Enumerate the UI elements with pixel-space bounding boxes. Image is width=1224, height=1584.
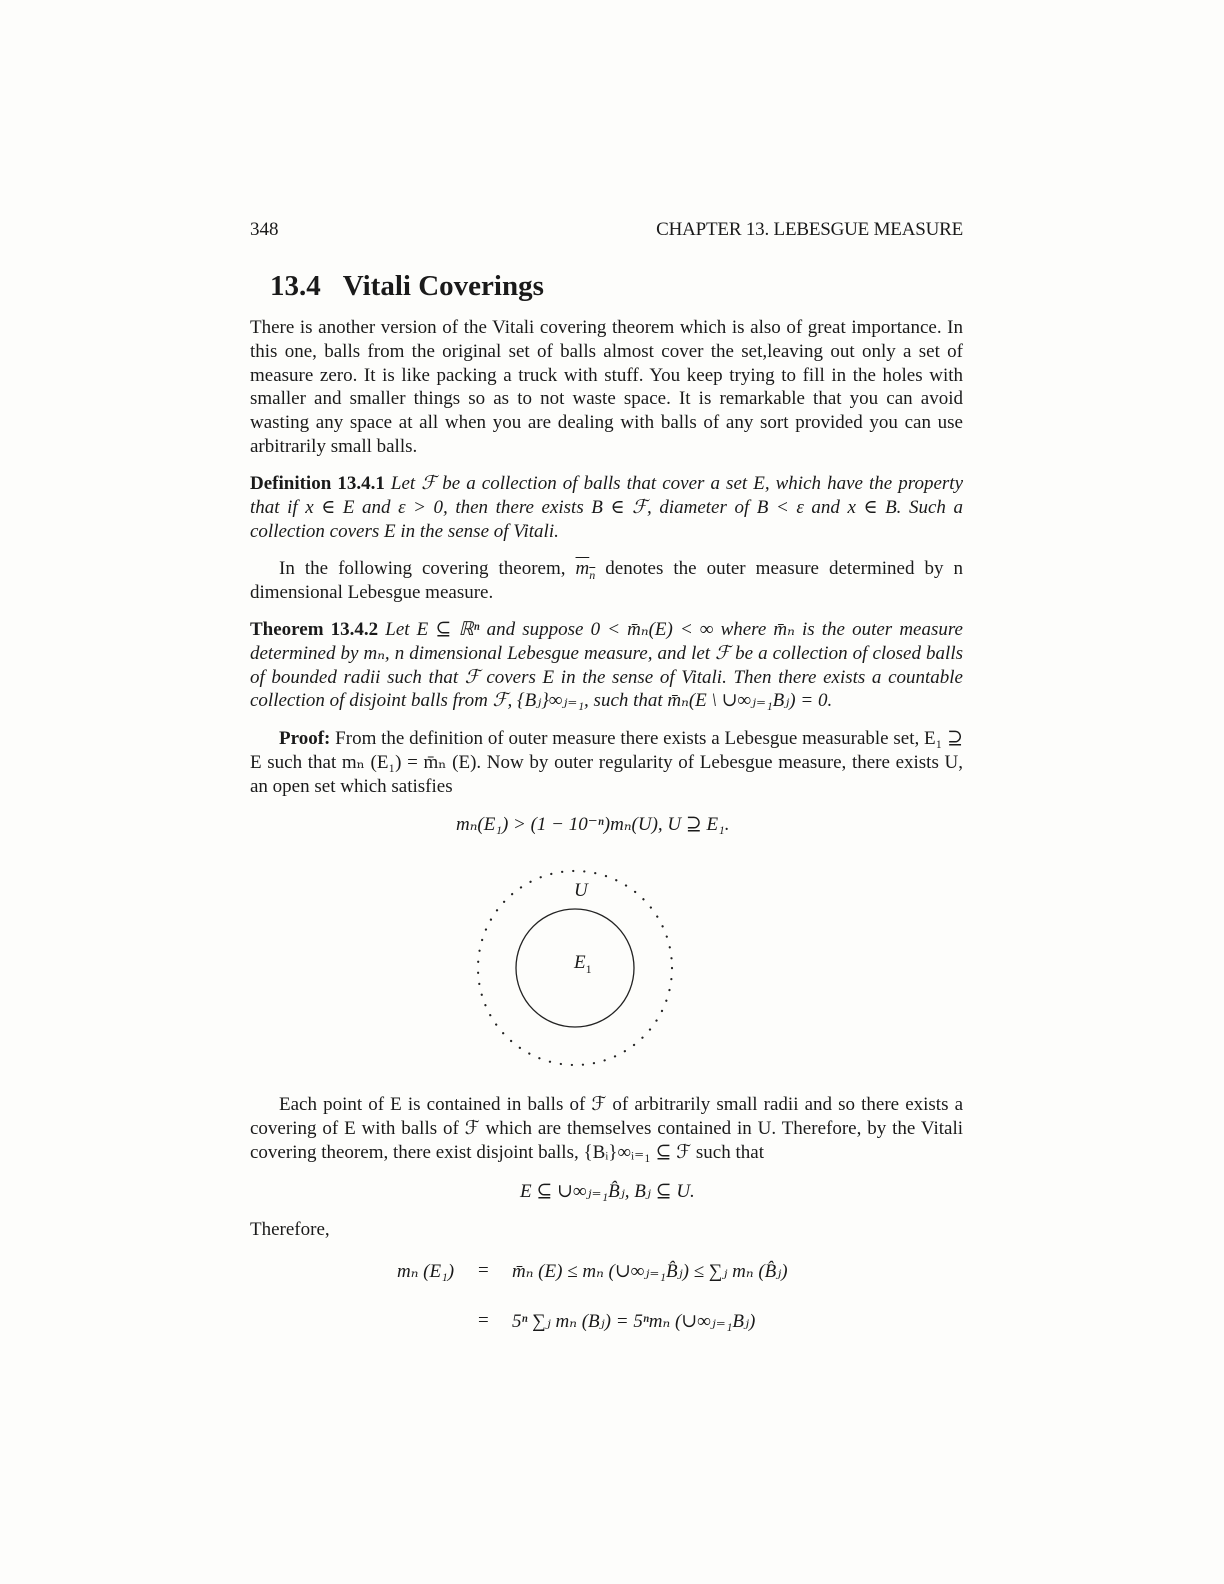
therefore-text: Therefore, <box>250 1219 330 1240</box>
label-U: U <box>574 880 588 901</box>
following-post: denotes the outer measure determined by n dimensional Lebesgue measure. <box>250 558 963 603</box>
paragraph-2: Each point of E is contained in balls of ℱ of arbitrarily small radii and so there exists a covering of E with balls of ℱ which are themselves contained in U. Therefore, by the Vitali covering theorem, there exist disjoint balls, {Bᵢ}∞ᵢ₌₁ ⊆ ℱ such that <box>250 1094 963 1163</box>
theorem-label: Theorem 13.4.2 <box>250 619 379 640</box>
proof-paragraph <box>250 727 963 798</box>
eq3-rhs2: 5ⁿ ∑ⱼ mₙ (Bⱼ) = 5ⁿmₙ (∪∞ⱼ₌₁Bⱼ) <box>512 1311 756 1332</box>
following-paragraph <box>250 557 963 605</box>
outer-measure-symbol: $m_n$ <box>575 558 596 582</box>
section-number: 13.4 <box>270 270 321 302</box>
intro-paragraph: There is another version of the Vitali covering theorem which is also of great importance. In this one, balls from the original set of balls almost cover the set,leaving out only a set of measure zero. It is like packing a truck with stuff. You keep trying to fill in the holes with smaller and smaller things so as to not waste space. It is remarkable that you can avoid wasting any space at all when you are dealing with balls of any sort provided you can use arbitrarily small balls. <box>250 317 963 457</box>
theorem <box>250 618 963 713</box>
definition-label: Definition 13.4.1 <box>250 473 385 494</box>
section-heading <box>270 270 544 303</box>
equation-1: mₙ(E₁) > (1 − 10⁻ⁿ)mₙ(U), U ⊇ E₁. <box>456 814 730 835</box>
definition-text: Let ℱ be a collection of balls that cover a set E, which have the property that if x ∈ E and ε > 0, then there exists B ∈ ℱ, diameter of B < ε and x ∈ B. Such a collection covers E in the sense of Vitali. <box>250 473 963 542</box>
running-header <box>250 219 963 245</box>
label-E1: $E_1$ <box>574 952 592 976</box>
eq3-rhs1: m̄ₙ (E) ≤ mₙ (∪∞ⱼ₌₁B̂ⱼ) ≤ ∑ⱼ mₙ (B̂ⱼ) <box>512 1261 788 1282</box>
chapter-title: CHAPTER 13. LEBESGUE MEASURE <box>656 219 963 240</box>
eq3-rel2: = <box>478 1310 489 1331</box>
definition <box>250 472 963 543</box>
eq3-rel1: = <box>478 1260 489 1281</box>
equation-2: E ⊆ ∪∞ⱼ₌₁B̂ⱼ, Bⱼ ⊆ U. <box>520 1181 695 1202</box>
proof-label: Proof: <box>279 728 331 749</box>
theorem-text: Let E ⊆ ℝⁿ and suppose 0 < m̄ₙ(E) < ∞ where m̄ₙ is the outer measure determined by mₙ, n dimensional Lebesgue measure, and let ℱ be a collection of closed balls of bounded radii such that ℱ covers E in the sense of Vitali. Then there exists a countable collection of disjoint balls from ℱ, {Bⱼ}∞ⱼ₌₁, such that m̄ₙ(E \ ∪∞ⱼ₌₁Bⱼ) = 0. <box>250 619 963 712</box>
section-title: Vitali Coverings <box>342 270 544 302</box>
following-pre: In the following covering theorem, <box>279 558 566 579</box>
page-number: 348 <box>250 219 279 240</box>
vitali-figure <box>460 860 690 1075</box>
proof-text: From the definition of outer measure there exists a Lebesgue measurable set, E₁ ⊇ E such that mₙ (E₁) = m̄ₙ (E). Now by outer regularity of Lebesgue measure, there exists U, an open set which satisfies <box>250 728 964 797</box>
eq3-lhs: mₙ (E₁) <box>397 1261 455 1282</box>
